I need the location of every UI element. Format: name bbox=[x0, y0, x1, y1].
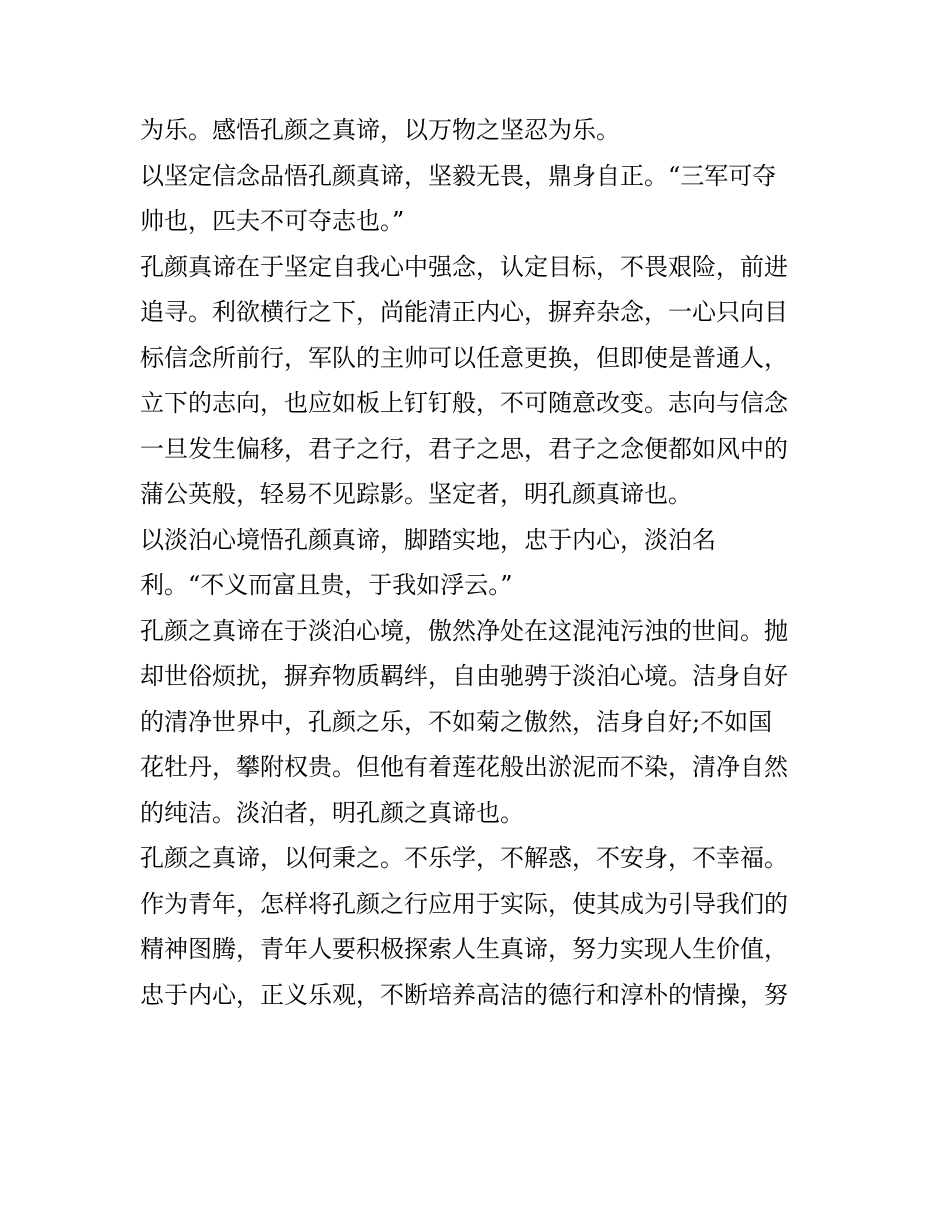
text-line: 作为青年，怎样将孔颜之行应用于实际，使其成为引导我们的 bbox=[140, 889, 788, 918]
text-line: 一旦发生偏移，君子之行，君子之思，君子之念便都如风中的 bbox=[140, 434, 788, 463]
text-line: 以淡泊心境悟孔颜真谛，脚踏实地，忠于内心，淡泊名 bbox=[140, 525, 716, 554]
text-line: 孔颜之真谛在于淡泊心境，傲然净处在这混沌污浊的世间。抛 bbox=[140, 616, 788, 645]
text-line: 帅也，匹夫不可夺志也。” bbox=[140, 207, 405, 235]
text-line: 立下的志向，也应如板上钉钉般，不可随意改变。志向与信念 bbox=[140, 389, 788, 417]
document-body-text bbox=[140, 108, 820, 1018]
text-line: 的清净世界中，孔颜之乐，不如菊之傲然，洁身自好;不如国 bbox=[140, 707, 773, 736]
text-line: 为乐。感悟孔颜之真谛，以万物之坚忍为乐。 bbox=[140, 116, 620, 144]
text-line: 的纯洁。淡泊者，明孔颜之真谛也。 bbox=[140, 798, 524, 827]
text-line: 花牡丹，攀附权贵。但他有着莲花般出淤泥而不染，清净自然 bbox=[140, 753, 788, 781]
text-line: 追寻。利欲横行之下，尚能清正内心，摒弃杂念，一心只向目 bbox=[140, 298, 788, 326]
text-line: 精神图腾，青年人要积极探索人生真谛，努力实现人生价值， bbox=[140, 935, 788, 963]
text-line: 标信念所前行，军队的主帅可以任意更换，但即使是普通人， bbox=[140, 343, 788, 372]
text-line: 蒲公英般，轻易不见踪影。坚定者，明孔颜真谛也。 bbox=[140, 480, 692, 508]
text-line: 以坚定信念品悟孔颜真谛，坚毅无畏，鼎身自正。“三军可夺 bbox=[140, 161, 777, 190]
text-line: 却世俗烦扰，摒弃物质羁绊，自由驰骋于淡泊心境。洁身自好 bbox=[140, 662, 788, 690]
text-line: 忠于内心，正义乐观，不断培养高洁的德行和淳朴的情操，努 bbox=[140, 980, 788, 1009]
text-line: 孔颜之真谛，以何秉之。不乐学，不解惑，不安身，不幸福。 bbox=[140, 844, 788, 872]
text-line: 孔颜真谛在于坚定自我心中强念，认定目标，不畏艰险，前进 bbox=[140, 252, 788, 281]
text-line: 利。“不义而富且贵，于我如浮云。” bbox=[140, 571, 513, 599]
